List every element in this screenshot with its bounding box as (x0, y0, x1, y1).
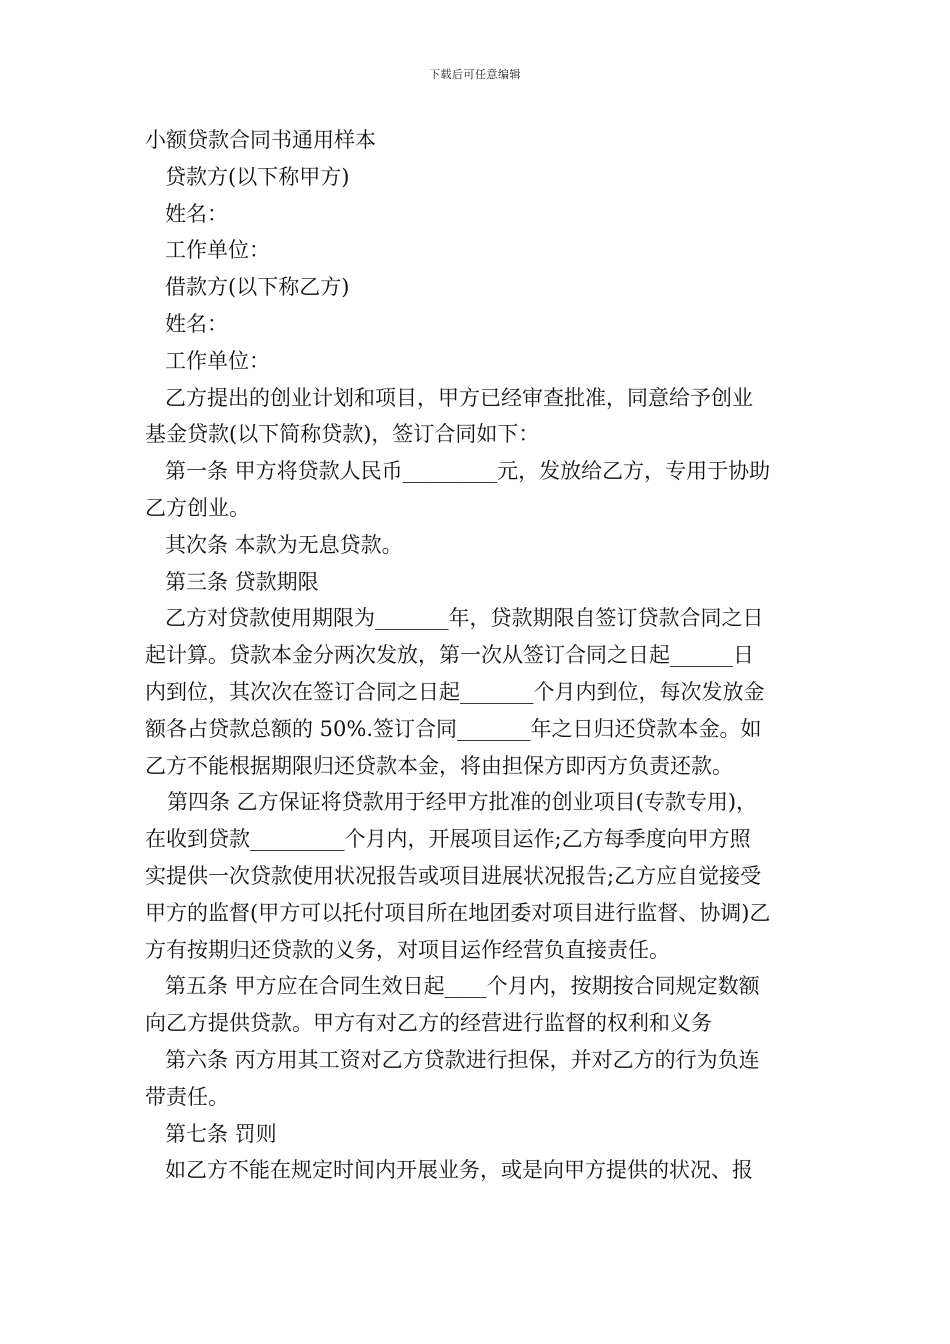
lender-employer-field: 工作单位： (165, 238, 270, 263)
article-6-line: 带责任。 (145, 1084, 229, 1109)
lender-heading: 贷款方(以下称甲方) (165, 164, 350, 189)
page-header-note: 下载后可任意编辑 (429, 68, 521, 81)
article-3-line: 内到位，其次次在签订合同之日起_______个月内到位，每次发放金 (145, 679, 765, 704)
article-7-heading: 第七条 罚则 (165, 1121, 277, 1146)
article-3-line: 额各占贷款总额的 50%.签订合同_______年之日归还贷款本金。如 (145, 716, 762, 741)
lender-name-field: 姓名： (165, 201, 228, 226)
article-1-line: 第一条 甲方将贷款人民币_________元，发放给乙方，专用于协助 (165, 459, 771, 484)
article-3-line: 乙方不能根据期限归还贷款本金，将由担保方即丙方负责还款。 (145, 753, 733, 778)
article-3-line: 起计算。贷款本金分两次发放，第一次从签订合同之日起______日 (145, 643, 754, 668)
borrower-heading: 借款方(以下称乙方) (165, 275, 350, 300)
paragraph-line: 乙方提出的创业计划和项目，甲方已经审查批准，同意给予创业 (165, 385, 753, 410)
contract-body (145, 122, 810, 1189)
paragraph-line: 基金贷款(以下简称贷款)，签订合同如下： (145, 422, 540, 447)
borrower-employer-field: 工作单位： (165, 348, 270, 373)
article-6-line: 第六条 丙方用其工资对乙方贷款进行担保，并对乙方的行为负连 (165, 1047, 760, 1072)
article-7-line: 如乙方不能在规定时间内开展业务，或是向甲方提供的状况、报 (165, 1158, 753, 1183)
article-4-line: 实提供一次贷款使用状况报告或项目进展状况报告;乙方应自觉接受 (145, 863, 762, 888)
article-4-line: 甲方的监督(甲方可以托付项目所在地团委对项目进行监督、协调)乙 (145, 900, 771, 925)
article-5-line: 第五条 甲方应在合同生效日起____个月内，按期按合同规定数额 (165, 974, 760, 999)
article-4-line: 第四条 乙方保证将贷款用于经甲方批准的创业项目(专款专用)， (167, 790, 758, 815)
article-4-line: 在收到贷款_________个月内，开展项目运作;乙方每季度向甲方照 (145, 827, 751, 852)
borrower-name-field: 姓名： (165, 311, 228, 336)
article-5-line: 向乙方提供贷款。甲方有对乙方的经营进行监督的权利和义务 (145, 1011, 712, 1036)
article-2-line: 其次条 本款为无息贷款。 (165, 532, 403, 557)
article-4-line: 方有按期归还贷款的义务，对项目运作经营负直接责任。 (145, 937, 670, 962)
document-title: 小额贷款合同书通用样本 (145, 128, 376, 152)
article-3-heading: 第三条 贷款期限 (165, 569, 319, 594)
article-1-line: 乙方创业。 (145, 495, 250, 520)
article-3-line: 乙方对贷款使用期限为_______年，贷款期限自签订贷款合同之日 (165, 606, 764, 631)
